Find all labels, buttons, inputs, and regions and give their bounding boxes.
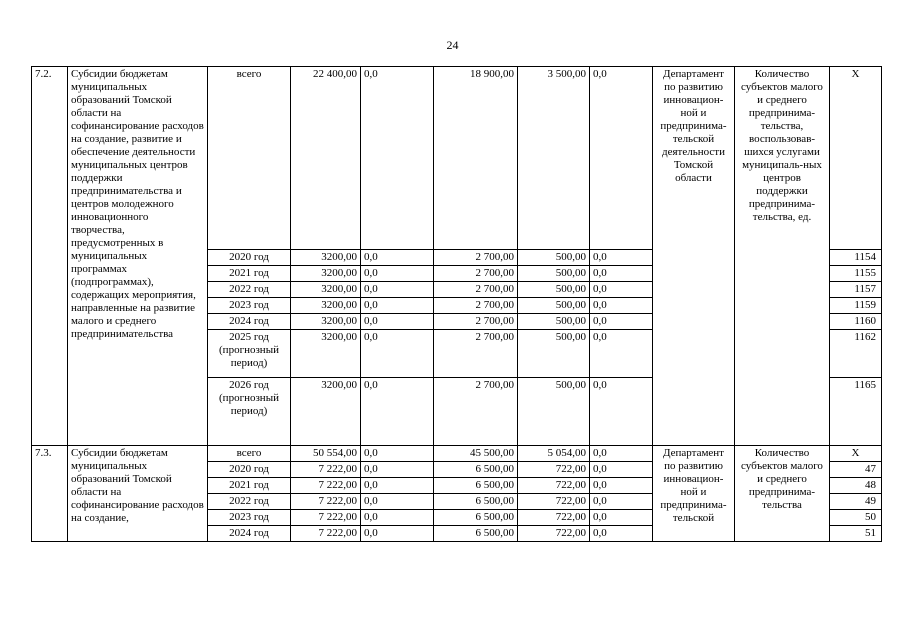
- local-cell: 722,00: [518, 510, 590, 526]
- regional-cell: 2 700,00: [434, 378, 518, 446]
- extrabudget-cell: 0,0: [590, 378, 653, 446]
- federal-cell: 0,0: [361, 446, 434, 462]
- local-cell: 500,00: [518, 282, 590, 298]
- extrabudget-cell: 0,0: [590, 314, 653, 330]
- total-cell: 22 400,00: [291, 67, 361, 250]
- total-cell: 7 222,00: [291, 494, 361, 510]
- budget-table: [31, 66, 882, 542]
- local-cell: 500,00: [518, 330, 590, 378]
- year-cell: 2022 год: [208, 282, 291, 298]
- page-number: 24: [446, 38, 459, 52]
- year-cell: 2021 год: [208, 478, 291, 494]
- extrabudget-cell: 0,0: [590, 446, 653, 462]
- target-value: 1165: [830, 378, 882, 446]
- regional-cell: 6 500,00: [434, 510, 518, 526]
- total-cell: 3200,00: [291, 298, 361, 314]
- total-cell: 3200,00: [291, 378, 361, 446]
- local-cell: 722,00: [518, 478, 590, 494]
- target-value: 1155: [830, 266, 882, 282]
- extrabudget-cell: 0,0: [590, 526, 653, 542]
- extrabudget-cell: 0,0: [590, 494, 653, 510]
- regional-cell: 2 700,00: [434, 330, 518, 378]
- target-value: 1154: [830, 250, 882, 266]
- regional-cell: 45 500,00: [434, 446, 518, 462]
- year-cell: 2021 год: [208, 266, 291, 282]
- total-cell: 3200,00: [291, 250, 361, 266]
- year-cell: 2025 год (прогнозный период): [208, 330, 291, 378]
- federal-cell: 0,0: [361, 526, 434, 542]
- item-number: 7.2.: [32, 67, 68, 446]
- regional-cell: 2 700,00: [434, 250, 518, 266]
- total-cell: 3200,00: [291, 282, 361, 298]
- total-cell: 3200,00: [291, 314, 361, 330]
- total-cell: 3200,00: [291, 266, 361, 282]
- target-value: 1162: [830, 330, 882, 378]
- local-cell: 500,00: [518, 314, 590, 330]
- regional-cell: 18 900,00: [434, 67, 518, 250]
- federal-cell: 0,0: [361, 314, 434, 330]
- target-value: Х: [830, 67, 882, 250]
- responsible-department: Департамент по развитию инновацион-ной и предпринима-тельской деятельности Томской области: [653, 67, 735, 446]
- regional-cell: 2 700,00: [434, 266, 518, 282]
- federal-cell: 0,0: [361, 250, 434, 266]
- federal-cell: 0,0: [361, 298, 434, 314]
- table-row: [32, 67, 882, 250]
- total-cell: 7 222,00: [291, 526, 361, 542]
- year-cell: всего: [208, 446, 291, 462]
- target-value: 51: [830, 526, 882, 542]
- regional-cell: 2 700,00: [434, 314, 518, 330]
- extrabudget-cell: 0,0: [590, 282, 653, 298]
- year-cell: 2020 год: [208, 250, 291, 266]
- local-cell: 500,00: [518, 266, 590, 282]
- extrabudget-cell: 0,0: [590, 478, 653, 494]
- extrabudget-cell: 0,0: [590, 298, 653, 314]
- extrabudget-cell: 0,0: [590, 462, 653, 478]
- target-value: 47: [830, 462, 882, 478]
- federal-cell: 0,0: [361, 330, 434, 378]
- local-cell: 722,00: [518, 462, 590, 478]
- item-description: Субсидии бюджетам муниципальных образований Томской области на софинансирование расходов на создание, развитие и обеспечение деятельности муниципальных центров поддержки предпринимательства и центров молодежного инновационного творчества, предусмотренных в муниципальных программах (подпрограммах), содержащих мероприятия, направленные на развитие малого и среднего предпринимательства: [68, 67, 208, 446]
- target-value: 1157: [830, 282, 882, 298]
- item-description: Субсидии бюджетам муниципальных образований Томской области на софинансирование расходов на создание,: [68, 446, 208, 542]
- table-row: [32, 446, 882, 462]
- target-value: Х: [830, 446, 882, 462]
- local-cell: 500,00: [518, 298, 590, 314]
- local-cell: 5 054,00: [518, 446, 590, 462]
- year-cell: 2024 год: [208, 526, 291, 542]
- federal-cell: 0,0: [361, 378, 434, 446]
- item-number: 7.3.: [32, 446, 68, 542]
- regional-cell: 2 700,00: [434, 298, 518, 314]
- extrabudget-cell: 0,0: [590, 250, 653, 266]
- regional-cell: 6 500,00: [434, 478, 518, 494]
- total-cell: 7 222,00: [291, 510, 361, 526]
- regional-cell: 6 500,00: [434, 526, 518, 542]
- total-cell: 7 222,00: [291, 478, 361, 494]
- total-cell: 7 222,00: [291, 462, 361, 478]
- federal-cell: 0,0: [361, 462, 434, 478]
- extrabudget-cell: 0,0: [590, 330, 653, 378]
- local-cell: 500,00: [518, 250, 590, 266]
- year-cell: 2023 год: [208, 298, 291, 314]
- target-value: 50: [830, 510, 882, 526]
- extrabudget-cell: 0,0: [590, 510, 653, 526]
- year-cell: 2026 год (прогнозный период): [208, 378, 291, 446]
- local-cell: 3 500,00: [518, 67, 590, 250]
- year-cell: 2023 год: [208, 510, 291, 526]
- federal-cell: 0,0: [361, 510, 434, 526]
- federal-cell: 0,0: [361, 67, 434, 250]
- target-value: 48: [830, 478, 882, 494]
- target-value: 1159: [830, 298, 882, 314]
- federal-cell: 0,0: [361, 494, 434, 510]
- year-cell: 2020 год: [208, 462, 291, 478]
- year-cell: всего: [208, 67, 291, 250]
- regional-cell: 2 700,00: [434, 282, 518, 298]
- year-cell: 2022 год: [208, 494, 291, 510]
- regional-cell: 6 500,00: [434, 462, 518, 478]
- federal-cell: 0,0: [361, 266, 434, 282]
- target-value: 1160: [830, 314, 882, 330]
- local-cell: 722,00: [518, 526, 590, 542]
- federal-cell: 0,0: [361, 282, 434, 298]
- indicator-name: Количество субъектов малого и среднего предпринима-тельства: [735, 446, 830, 542]
- indicator-name: Количество субъектов малого и среднего предпринима-тельства, воспользовав-шихся услугами муниципаль-ных центров поддержки предпринима-тельства, ед.: [735, 67, 830, 446]
- total-cell: 3200,00: [291, 330, 361, 378]
- extrabudget-cell: 0,0: [590, 266, 653, 282]
- regional-cell: 6 500,00: [434, 494, 518, 510]
- target-value: 49: [830, 494, 882, 510]
- extrabudget-cell: 0,0: [590, 67, 653, 250]
- local-cell: 500,00: [518, 378, 590, 446]
- local-cell: 722,00: [518, 494, 590, 510]
- federal-cell: 0,0: [361, 478, 434, 494]
- year-cell: 2024 год: [208, 314, 291, 330]
- responsible-department: Департамент по развитию инновацион-ной и предпринима-тельской: [653, 446, 735, 542]
- total-cell: 50 554,00: [291, 446, 361, 462]
